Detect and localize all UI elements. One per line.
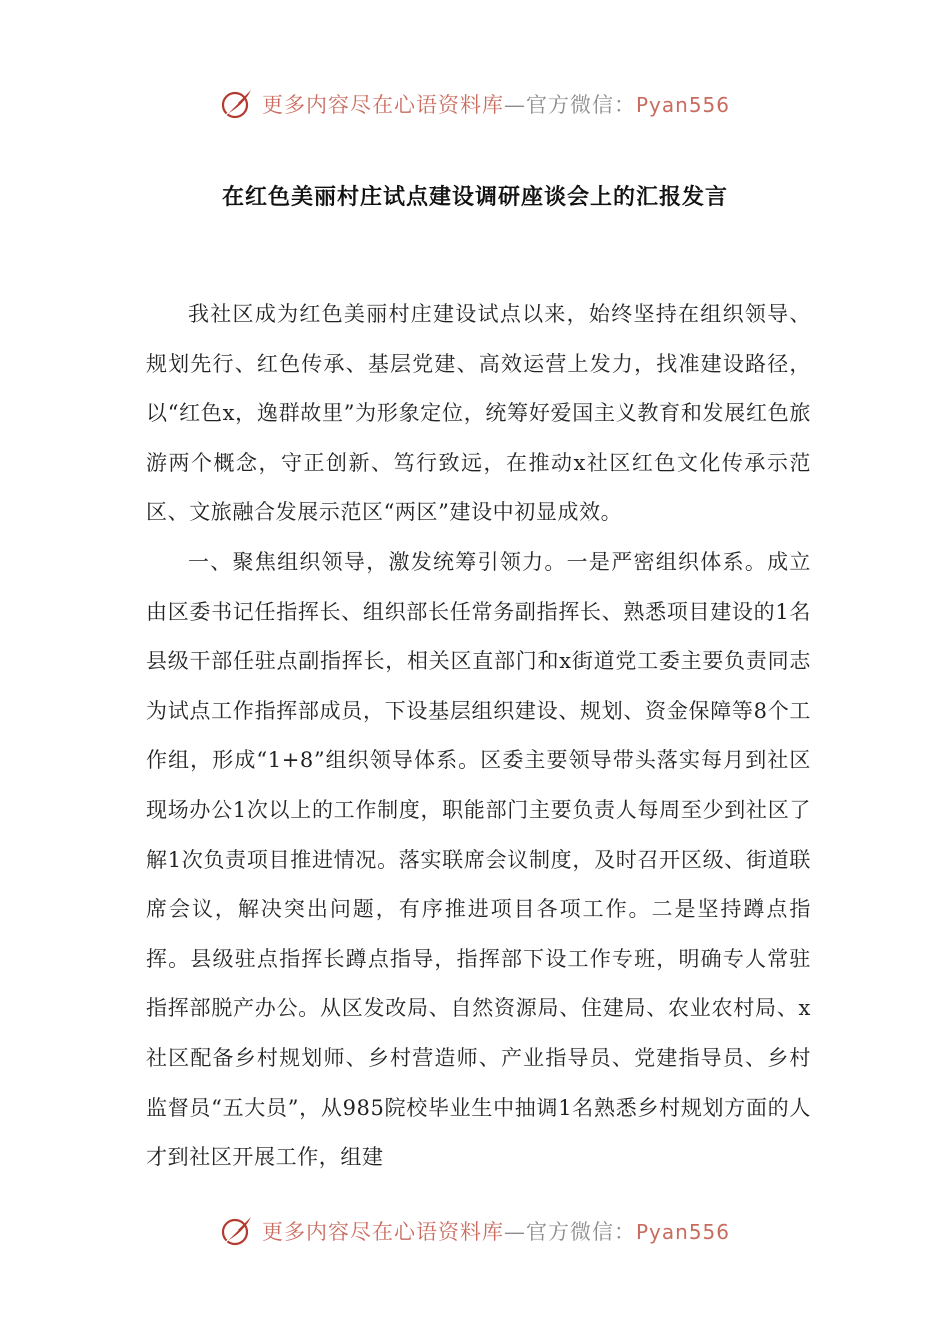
paragraph-section-one: 一、聚焦组织领导，激发统筹引领力。一是严密组织体系。成立由区委书记任指挥长、组织部长任常务副指挥长、熟悉项目建设的1名县级干部任驻点副指挥长，相关区直部门和x街道党工委主要负责同志为试点工作指挥部成员，下设基层组织建设、规划、资金保障等8个工作组，形成“1+8”组织领导体系。区委主要领导带头落实每月到社区现场办公1次以上的工作制度，职能部门主要负责人每周至少到社区了解1次负责项目推进情况。落实联席会议制度，及时召开区级、街道联席会议，解决突出问题，有序推进项目各项工作。二是坚持蹲点指挥。县级驻点指挥长蹲点指导，指挥部下设工作专班，明确专人常驻指挥部脱产办公。从区发改局、自然资源局、住建局、农业农村局、x社区配备乡村规划师、乡村营造师、产业指导员、党建指导员、乡村监督员“五大员”，从985院校毕业生中抽调1名熟悉乡村规划方面的人才到社区开展工作，组建 [146,549,811,1170]
watermark-separator: — [503,1220,526,1244]
document-body [146,290,811,1183]
watermark-id: Pyan556 [635,1220,730,1244]
watermark-main: 更多内容尽在心语资料库 [261,93,504,117]
watermark-id: Pyan556 [635,93,730,117]
watermark-separator: — [503,93,526,117]
watermark-main: 更多内容尽在心语资料库 [261,1220,504,1244]
watermark-text [262,89,730,119]
watermark-sub: 官方微信： [525,93,636,117]
feather-pen-logo-icon [220,1214,254,1248]
watermark-sub: 官方微信： [525,1220,636,1244]
footer-watermark [0,1211,950,1251]
document-title: 在红色美丽村庄试点建设调研座谈会上的汇报发言 [221,185,728,210]
header-watermark [0,84,950,124]
feather-pen-logo-icon [220,87,254,121]
watermark-text [262,1216,730,1246]
paragraph-intro: 我社区成为红色美丽村庄建设试点以来，始终坚持在组织领导、规划先行、红色传承、基层党建、高效运营上发力，找准建设路径，以“红色x，逸群故里”为形象定位，统筹好爱国主义教育和发展红色旅游两个概念，守正创新、笃行致远，在推动x社区红色文化传承示范区、文旅融合发展示范区“两区”建设中初显成效。 [146,302,811,525]
